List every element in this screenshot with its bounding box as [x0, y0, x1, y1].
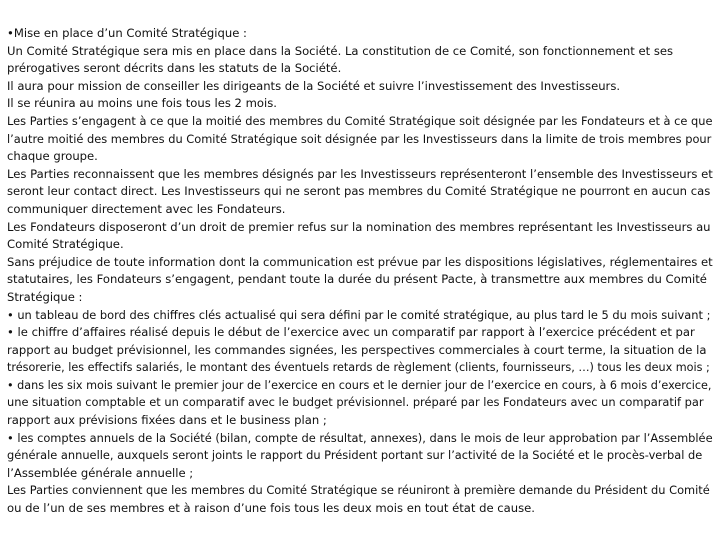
text-line: trésorerie, les effectifs salariés, le montant des éventuels retards de règlement (clients, fournisseurs, …) tous les deux mois ;	[7, 361, 710, 375]
text-line: statutaires, les Fondateurs s’engagent, pendant toute la durée du présent Pacte, à transmettre aux membres du Comité	[7, 272, 707, 287]
text-line: rapport au budget prévisionnel, les commandes signées, les perspectives commerciales à court terme, la situation de la	[7, 342, 707, 357]
text-line: communiquer directement avec les Fondateurs.	[7, 201, 286, 216]
text-line: Les Parties conviennent que les membres du Comité Stratégique se réuniront à première demande du Président du Comité	[7, 483, 710, 498]
text-line: • le chiffre d’affaires réalisé depuis le début de l’exercice avec un comparatif par rapport à l’exercice précédent et par	[7, 325, 695, 340]
text-line: l’Assemblée générale annuelle ;	[7, 465, 194, 480]
text-line: rapport aux prévisions fixées dans et le business plan ;	[7, 413, 327, 428]
text-line: Les Parties reconnaissent que les membres désignés par les Investisseurs représenteront l’ensemble des Investisseurs et	[7, 166, 713, 181]
text-line: Les Fondateurs disposeront d’un droit de premier refus sur la nomination des membres représentant les Investisseurs au	[7, 219, 711, 234]
text-line: seront leur contact direct. Les Investisseurs qui ne seront pas membres du Comité Stratégique ne pourront en aucun cas	[7, 184, 711, 199]
text-line: • un tableau de bord des chiffres clés actualisé qui sera défini par le comité stratégique, au plus tard le 5 du mois suivant ;	[7, 307, 711, 322]
text-line: • les comptes annuels de la Société (bilan, compte de résultat, annexes), dans le mois de leur approbation par l’Assemblée	[7, 430, 713, 445]
text-line: l’autre moitié des membres du Comité Stratégique soit désignée par les Investisseurs dans la limite de trois membres pour	[7, 131, 712, 146]
text-line: une situation comptable et un comparatif avec le budget prévisionnel. préparé par les Fondateurs avec un comparatif par	[7, 395, 704, 410]
text-line: générale annuelle, auxquels seront joints le rapport du Président portant sur l’activité de la Société et le procès-verbal de	[7, 448, 703, 463]
text-line: • dans les six mois suivant le premier jour de l’exercice en cours et le dernier jour de l’exercice en cours, à 6 mois d’exercice,	[7, 378, 712, 392]
text-line: Il aura pour mission de conseiller les dirigeants de la Société et suivre l’investissement des Investisseurs.	[7, 78, 621, 93]
section-title: •Mise en place d’un Comité Stratégique :	[7, 26, 247, 40]
text-line: chaque groupe.	[7, 149, 98, 164]
text-line: Les Parties s’engagent à ce que la moitié des membres du Comité Stratégique soit désignée par les Fondateurs et à ce que	[7, 113, 713, 128]
text-line: ou de l’un de ses membres et à raison d’une fois tous les deux mois en tout état de cause.	[7, 501, 535, 516]
text-line: Il se réunira au moins une fois tous les 2 mois.	[7, 96, 277, 111]
paragraph-lines	[7, 43, 713, 518]
text-line: Stratégique :	[7, 289, 83, 304]
text-line: Sans préjudice de toute information dont la communication est prévue par les dispositions législatives, réglementaires et	[7, 254, 713, 269]
document-body	[7, 25, 713, 518]
text-line: prérogatives seront décrits dans les statuts de la Société.	[7, 61, 342, 76]
text-line: Un Comité Stratégique sera mis en place dans la Société. La constitution de ce Comité, son fonctionnement et ses	[7, 43, 674, 58]
text-line: Comité Stratégique.	[7, 237, 124, 252]
